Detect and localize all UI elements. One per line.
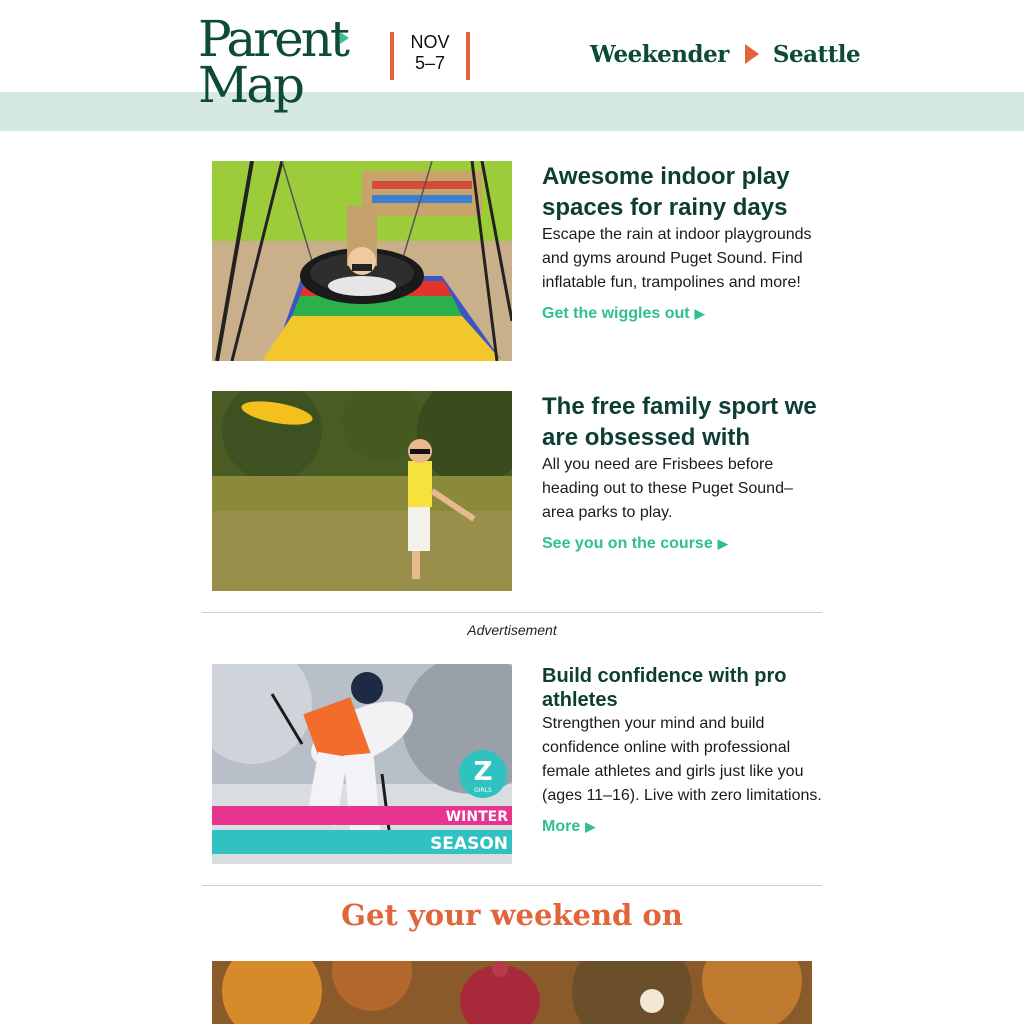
- header-band: [0, 92, 1024, 131]
- article-title[interactable]: Awesome indoor play spaces for rainy days: [542, 163, 790, 221]
- child-on-swing-photo[interactable]: [212, 161, 512, 361]
- article-card: [212, 391, 817, 591]
- advertisement-label: Advertisement: [467, 622, 557, 638]
- parentmap-logo[interactable]: [198, 10, 358, 120]
- edition-city: Seattle: [772, 40, 861, 68]
- ad-banner-bottom-text: SEASON: [430, 834, 508, 854]
- article-card: [212, 161, 812, 361]
- ad-banner-top-text: WINTER: [445, 809, 508, 825]
- article-description: Escape the rain at indoor playgrounds and gyms around Puget Sound. Find inflatable fun, trampolines and more!: [542, 226, 812, 291]
- edition-title: [590, 38, 860, 70]
- email-header: [0, 0, 1024, 114]
- cta-label: More: [542, 818, 581, 835]
- article-text: [542, 161, 822, 323]
- see-you-on-the-course-link[interactable]: [542, 535, 728, 553]
- article-text: [542, 391, 822, 553]
- cta-label: Get the wiggles out: [542, 305, 690, 322]
- article-description: All you need are Frisbees before heading out to these Puget Sound–area parks to play.: [542, 456, 793, 521]
- edition-name: Weekender: [590, 40, 729, 68]
- play-arrow-icon: ▶: [717, 536, 728, 551]
- skier-ad-photo[interactable]: [212, 664, 512, 864]
- play-arrow-icon: ▶: [694, 306, 705, 321]
- ad-card: [212, 664, 822, 864]
- cta-label: See you on the course: [542, 535, 713, 552]
- ad-description: Strengthen your mind and build confidence online with professional female athletes and girls just like you (ages 11–16). Live with zero limitations.: [542, 715, 822, 804]
- ad-badge-word: GIRLS: [474, 787, 492, 794]
- boy-throwing-frisbee-photo[interactable]: [212, 391, 512, 591]
- article-title[interactable]: The free family sport we are obsessed with: [542, 393, 817, 451]
- issue-date-range: 5–7: [414, 53, 446, 73]
- section-title: Get your weekend on: [341, 898, 683, 932]
- logo-word-parent: Parent: [198, 10, 347, 68]
- logo-triangle-icon: [340, 32, 349, 44]
- ad-text: [542, 664, 822, 836]
- play-triangle-icon: [745, 44, 759, 64]
- play-arrow-icon: ▶: [585, 819, 596, 834]
- logo-word-map: Map: [198, 56, 303, 114]
- more-link[interactable]: [542, 818, 595, 836]
- autumn-child-photo[interactable]: [212, 961, 812, 1024]
- ad-badge-letter: Z: [473, 757, 493, 787]
- issue-date-month: NOV: [410, 32, 450, 52]
- issue-date: [390, 32, 470, 80]
- get-the-wiggles-out-link[interactable]: [542, 305, 705, 323]
- divider: [202, 612, 822, 613]
- divider: [202, 885, 822, 886]
- ad-title[interactable]: Build confidence with pro athletes: [542, 665, 787, 711]
